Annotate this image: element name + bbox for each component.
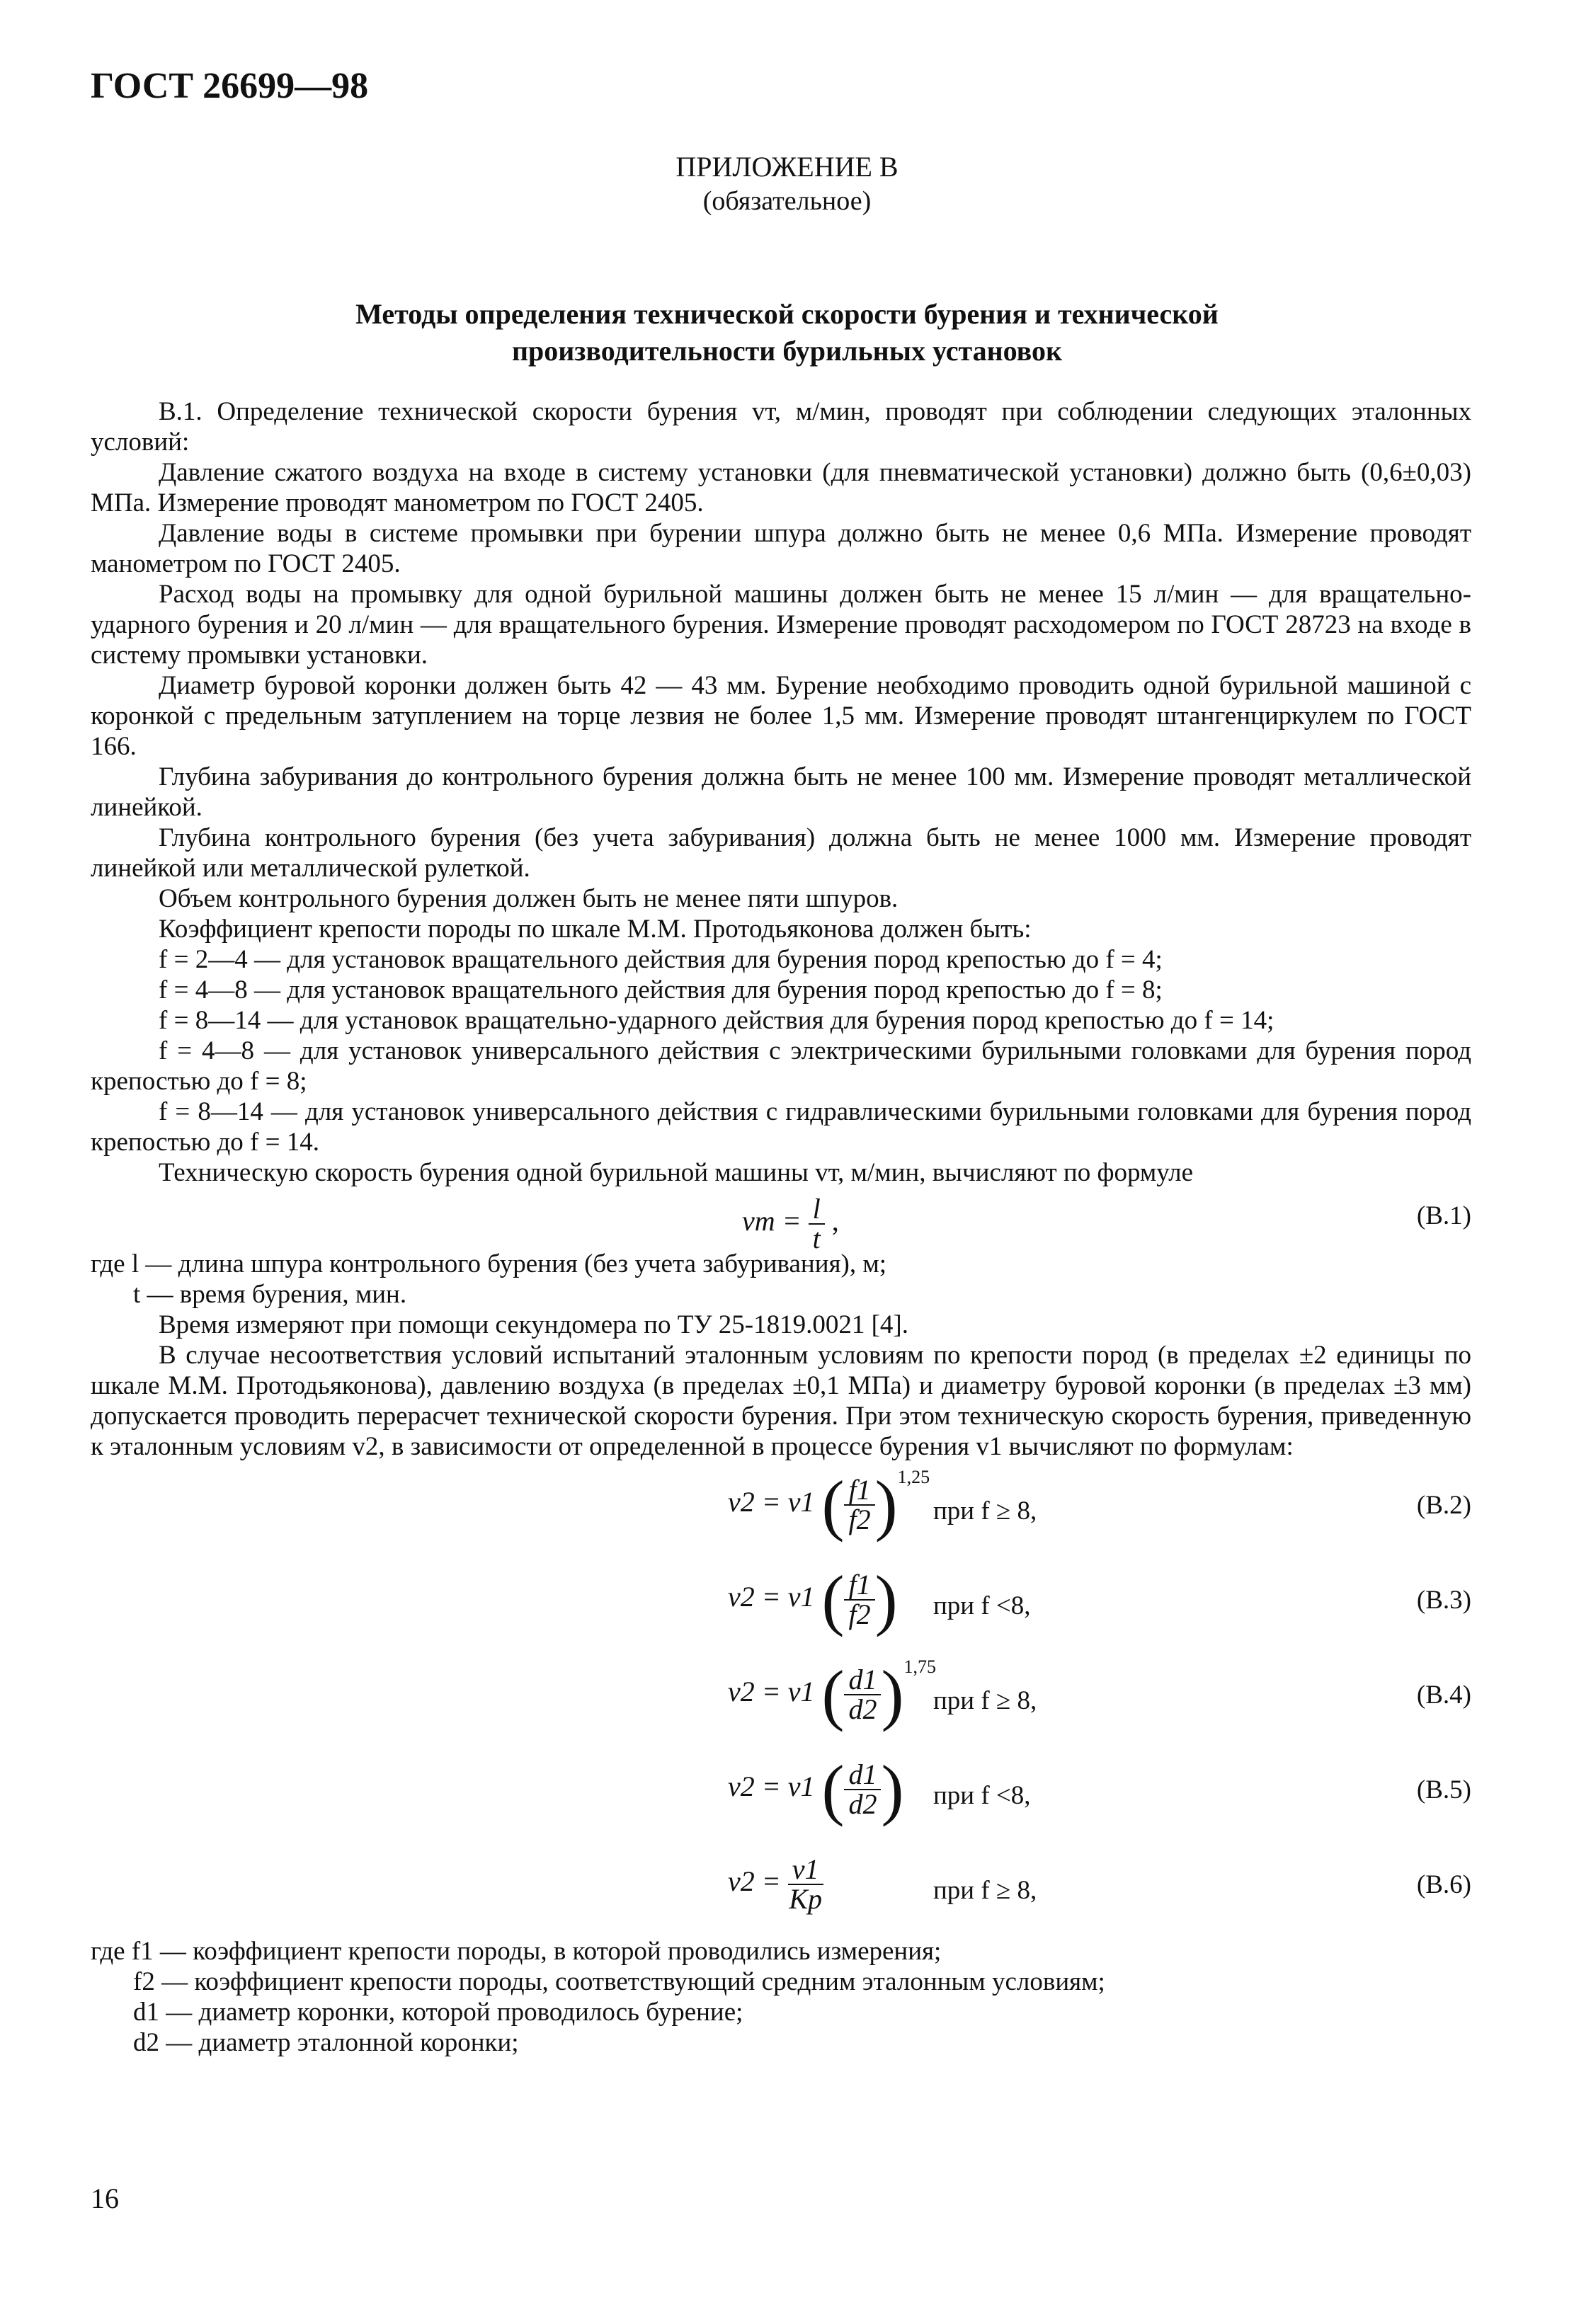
formula-lhs: v2 = v1 [728,1486,815,1518]
formula-label: (В.4) [1416,1681,1471,1710]
list-item: f = 2—4 — для установок вращательного действия для бурения пород крепостью до f = 4; [159,945,1163,974]
where-line: t — время бурения, мин. [133,1280,407,1309]
formula-exponent: 1,25 [897,1467,930,1487]
formula-b6 [91,1841,1471,1936]
formula-condition: при f ≥ 8, [933,1876,1037,1905]
formula-fraction [809,1195,825,1253]
paragraph: Давление воды в системе промывки при бурении шпура должно быть не менее 0,6 МПа. Измерение проводят манометром по ГОСТ 2405. [91,519,1471,578]
formula-expression [728,1656,936,1732]
formula-lhs: v2 = v1 [728,1770,815,1803]
fraction-numerator: d1 [844,1761,881,1790]
formula-expression [728,1751,904,1827]
formula-condition: при f ≥ 8, [933,1496,1037,1526]
formula-tail: , [831,1205,839,1237]
formula-fraction [844,1666,881,1724]
formula-label: (В.2) [1416,1491,1471,1520]
list-item: f = 8—14 — для установок универсального действия с гидравлическими бурильными головками для бурения пород крепостью до f = 14. [91,1097,1471,1157]
formula-expression [728,1855,823,1913]
formula-expression [728,1562,898,1637]
paragraph: Техническую скорость бурения одной бурильной машины vт, м/мин, вычисляют по формуле [159,1158,1194,1187]
paragraph: Расход воды на промывку для одной бурильной машины должен быть не менее 15 л/мин — для вращательно-ударного бурения и 20 л/мин — для вращательного бурения. Измерение проводят расходомером по ГОСТ 28723 на входе в систему промывки установки. [91,580,1471,670]
formula-b1 [91,1188,1471,1254]
fraction-denominator: f2 [848,1598,871,1630]
paragraph: Объем контрольного бурения должен быть не менее пяти шпуров. [159,884,899,913]
formula-fraction [788,1855,823,1913]
paragraph: Диаметр буровой коронки должен быть 42 — 43 мм. Бурение необходимо проводить одной бурильной машиной с коронкой с предельным затуплением на торце лезвия не более 1,5 мм. Измерение проводят штангенциркулем по ГОСТ 166. [91,671,1471,761]
section-title-line-2: производительности бурильных установок [511,335,1063,367]
paren-open-icon: ( [821,1562,845,1637]
formula-fraction [844,1476,874,1534]
formula-expression [742,1195,839,1253]
formula-label: (В.3) [1416,1586,1471,1615]
paragraph: Глубина забуривания до контрольного бурения должна быть не менее 100 мм. Измерение проводят металлической линейкой. [91,762,1471,822]
formula-condition: при f <8, [933,1591,1031,1620]
where-line: где l — длина шпура контрольного бурения (без учета забуривания), м; [91,1249,887,1278]
paragraph: Давление сжатого воздуха на входе в систему установки (для пневматической установки) должно быть (0,6±0,03) МПа. Измерение проводят манометром по ГОСТ 2405. [91,458,1471,517]
fraction-numerator: f1 [844,1571,874,1601]
paren-close-icon: ) [874,1467,898,1542]
formula-condition: при f <8, [933,1781,1031,1810]
paren-close-icon: ) [881,1751,904,1827]
formula-label: (В.6) [1416,1870,1471,1899]
paren-close-icon: ) [881,1656,904,1732]
formula-b5 [91,1746,1471,1841]
formula-lhs: vт = [742,1205,802,1237]
formula-label: (В.5) [1416,1775,1471,1804]
where-line: f2 — коэффициент крепости породы, соответствующий средним эталонным условиям; [133,1967,1105,1996]
document-header: ГОСТ 26699—98 [91,66,369,106]
formula-b2 [91,1462,1471,1557]
formula-fraction [844,1571,874,1629]
formula-lhs: v2 = v1 [728,1676,815,1708]
fraction-numerator: d1 [844,1666,881,1695]
fraction-numerator: v1 [788,1855,823,1885]
paren-close-icon: ) [874,1562,898,1637]
paren-open-icon: ( [821,1751,845,1827]
section-title [212,296,1362,370]
formula-exponent: 1,75 [903,1656,936,1677]
fraction-denominator: Kp [789,1883,822,1915]
annex-title: ПРИЛОЖЕНИЕ В [675,151,899,183]
paren-open-icon: ( [821,1467,845,1542]
paragraph: Время измеряют при помощи секундомера по ТУ 25-1819.0021 [4]. [159,1310,908,1339]
fraction-numerator: f1 [844,1476,874,1506]
where-line: d1 — диаметр коронки, которой проводилось бурение; [133,1998,743,2027]
paren-open-icon: ( [821,1656,845,1732]
paragraph: Глубина контрольного бурения (без учета забуривания) должна быть не менее 1000 мм. Измерение проводят линейкой или металлической рулеткой. [91,823,1471,883]
fraction-denominator: d2 [848,1788,877,1820]
formula-condition: при f ≥ 8, [933,1686,1037,1715]
paragraph: В случае несоответствия условий испытаний эталонным условиям по крепости пород (в пределах ±2 единицы по шкале М.М. Протодьяконова), давлению воздуха (в пределах ±0,1 МПа) и диаметру буровой коронки (в пределах ±3 мм) допускается проводить перерасчет технической скорости бурения. При этом техническую скорость бурения, приведенную к эталонным условиям v2, в зависимости от определенной в процессе бурения v1 вычисляют по формулам: [91,1341,1471,1461]
paragraph: В.1. Определение технической скорости бурения vт, м/мин, проводят при соблюдении следующих эталонных условий: [91,397,1471,457]
formula-fraction [844,1758,881,1820]
list-item: f = 8—14 — для установок вращательно-ударного действия для бурения пород крепостью до f = 14; [159,1006,1274,1035]
formula-expression [728,1467,930,1542]
fraction-denominator: f2 [848,1504,871,1535]
where-line: d2 — диаметр эталонной коронки; [133,2028,519,2057]
document-body [91,396,1471,2058]
where-line: где f1 — коэффициент крепости породы, в которой проводились измерения; [91,1937,942,1966]
formula-b3 [91,1557,1471,1652]
paragraph: Коэффициент крепости породы по шкале М.М. Протодьяконова должен быть: [159,915,1032,944]
section-title-line-1: Методы определения технической скорости бурения и технической [355,298,1219,330]
fraction-numerator: l [809,1195,825,1225]
annex-subtitle: (обязательное) [702,186,872,216]
formula-b4 [91,1652,1471,1746]
formula-lhs: v2 = v1 [728,1581,815,1613]
list-item: f = 4—8 — для установок универсального действия с электрическими бурильными головками для бурения пород крепостью до f = 8; [91,1036,1471,1096]
fraction-denominator: t [812,1223,821,1254]
formula-label: (В.1) [1416,1201,1471,1230]
page-number: 16 [91,2182,119,2214]
fraction-denominator: d2 [848,1693,877,1725]
formula-lhs: v2 = [728,1865,781,1898]
list-item: f = 4—8 — для установок вращательного действия для бурения пород крепостью до f = 8; [159,975,1163,1004]
